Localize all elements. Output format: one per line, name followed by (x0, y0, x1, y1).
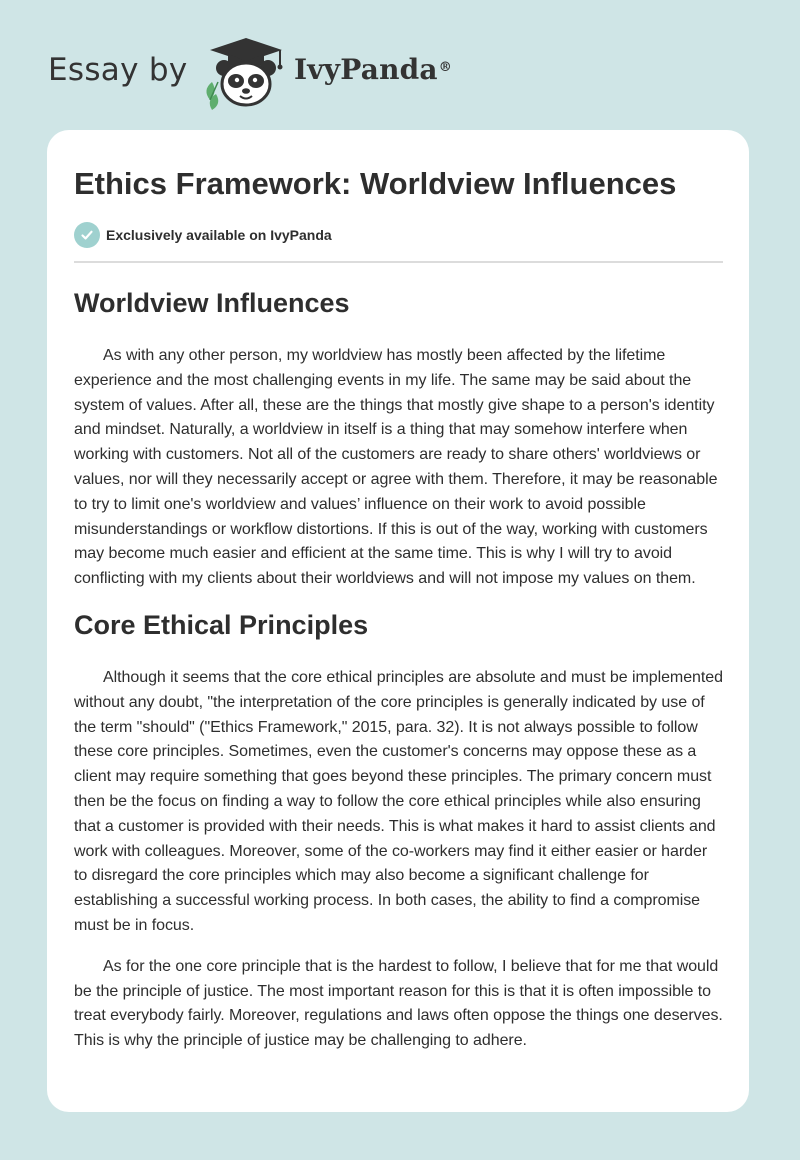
essay-title: Ethics Framework: Worldview Influences (74, 166, 677, 201)
exclusive-label: Exclusively available on IvyPanda (106, 227, 332, 243)
exclusive-badge (74, 222, 332, 248)
essay-body (74, 280, 724, 1054)
brand-text: IvyPanda (294, 53, 438, 86)
divider (74, 261, 723, 263)
paragraph: As with any other person, my worldview has mostly been affected by the lifetime experience and the most challenging events in my life. The same may be said about the system of values. After all, these are the things that mostly give shape to a person's identity and mindset. Naturally, a worldview in itself is a thing that may somehow interfere when working with customers. Not all of the customers are ready to share others' worldviews or values, nor will they necessarily accept or agree with them. Therefore, it may be reasonable to try to limit one's worldview and values’ influence on their work to avoid possible misunderstandings or workflow distortions. If this is out of the way, working with customers may become much easier and efficient at the same time. This is why I will try to avoid conflicting with my clients about their worldviews and will not impose my values on them. (74, 347, 718, 588)
site-header (0, 0, 800, 120)
section-heading: Worldview Influences (74, 288, 350, 318)
ivypanda-logo-icon[interactable] (196, 34, 292, 110)
paragraph: Although it seems that the core ethical principles are absolute and must be implemented without any doubt, "the interpretation of the core principles is generally indicated by use of the term "should" ("Ethics Framework," 2015, para. 32). It is not always possible to follow these core principles. Sometimes, even the customer's concerns may oppose these as a client may require something that goes beyond these principles. The primary concern must then be the focus on finding a way to follow the core ethical principles while also ensuring that a customer is provided with their needs. This is what makes it hard to assist clients and work with colleagues. Moreover, some of the co-workers may find it either easier or harder to disregard the core principles which may also become a significant challenge for establishing a successful working process. In both cases, the ability to find a compromise must be in focus. (74, 668, 724, 934)
registered-mark: ® (438, 60, 452, 75)
brand-name[interactable] (294, 50, 452, 90)
check-icon (74, 222, 100, 248)
section-heading: Core Ethical Principles (74, 609, 369, 640)
essay-by-label: Essay by (48, 52, 188, 88)
paragraph: As for the one core principle that is the hardest to follow, I believe that for me that would be the principle of justice. The most important reason for this is that it is often impossible to treat everybody fairly. Moreover, regulations and laws often oppose the things one deserves. This is why the principle of justice may be challenging to adhere. (74, 957, 723, 1050)
essay-card (47, 130, 749, 1112)
